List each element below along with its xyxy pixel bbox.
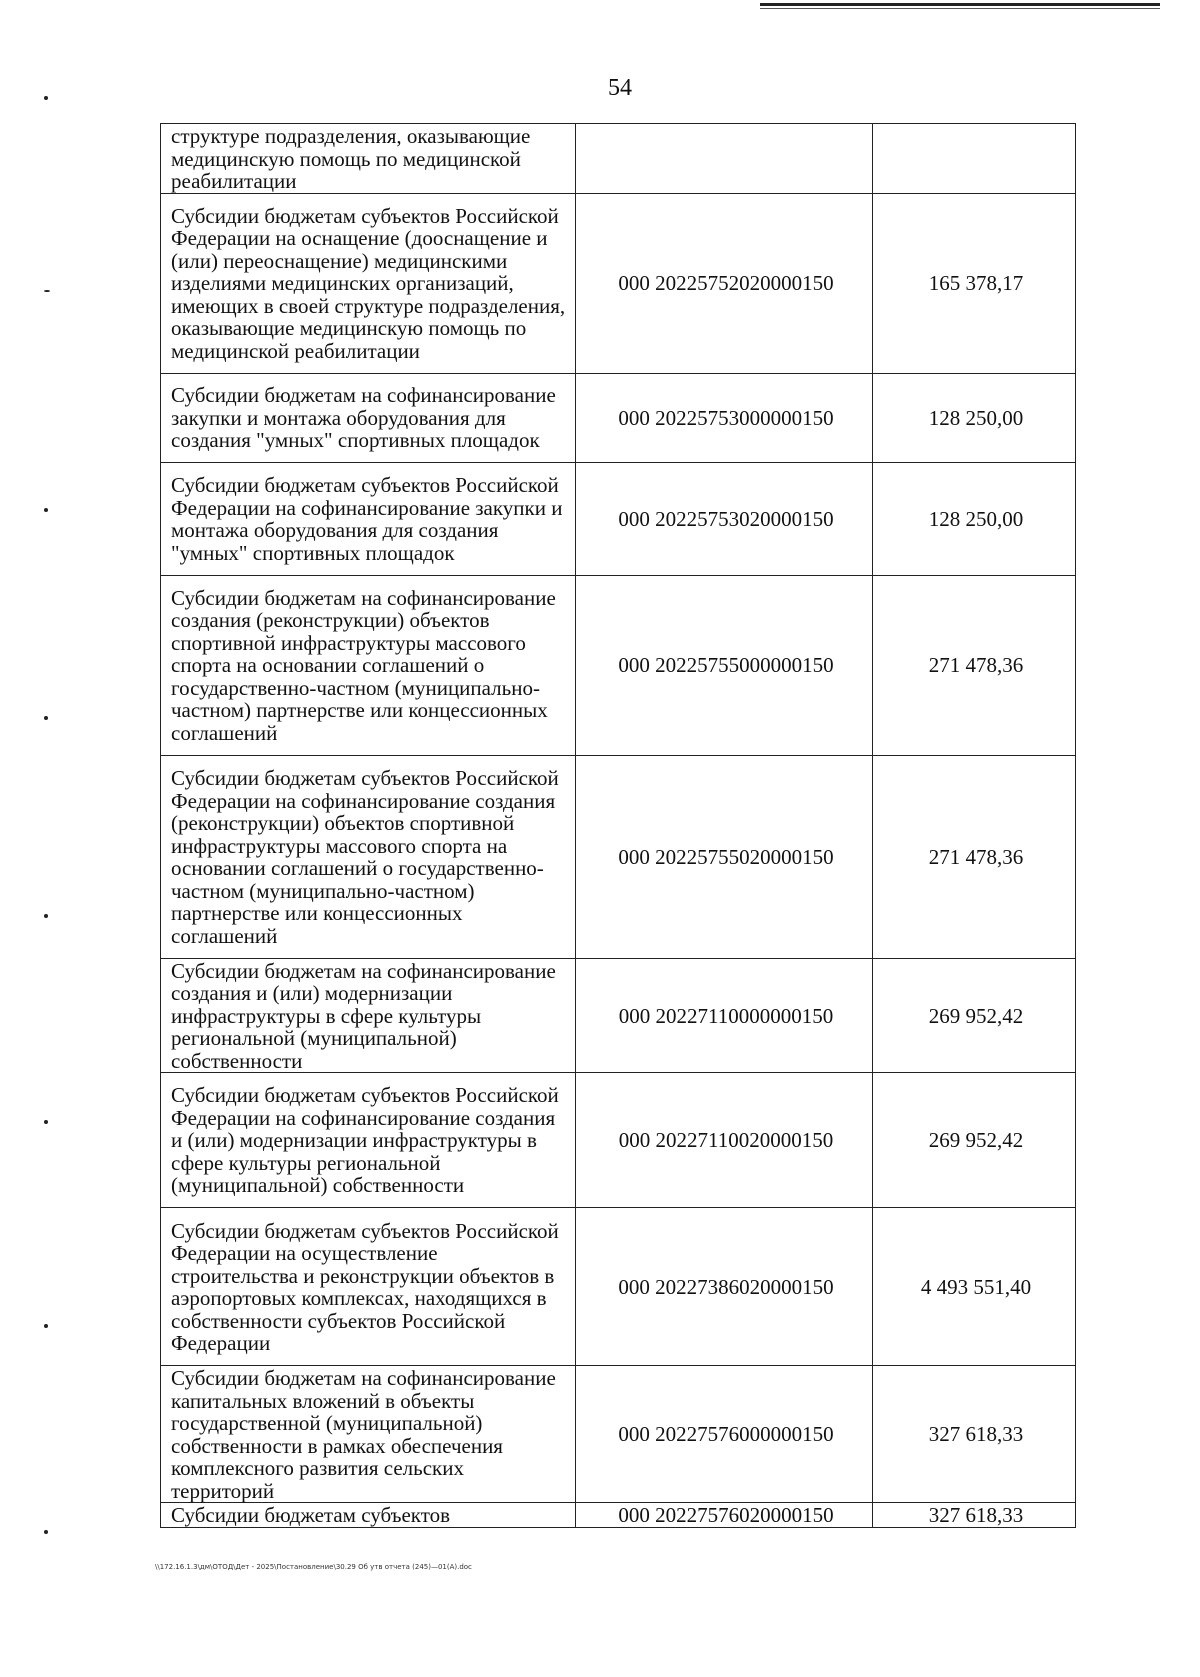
top-rule [760,3,1160,6]
binding-hole-dot [44,1324,48,1328]
table-row [161,958,1076,1073]
row-amount: 327 618,33 [873,1503,1076,1528]
row-name: Субсидии бюджетам субъектов Российской Федерации на софинансирование создания (реконструкции) объектов спортивной инфраструктуры массового спорта на основании соглашений о государственно-частном (муниципально-частном) партнерстве или концессионных соглашений [161,755,576,958]
row-name: Субсидии бюджетам субъектов [161,1503,576,1528]
row-code: 000 20227110000000150 [576,958,873,1073]
footer-file-path: \\172.16.1.3\дм\ОТОД\Дет - 2025\Постановление\30.29 Об утв отчета (245)—01(А).doc [155,1563,472,1571]
table-row [161,1073,1076,1208]
row-amount: 4 493 551,40 [873,1208,1076,1366]
row-name: Субсидии бюджетам на софинансирование закупки и монтажа оборудования для создания "умных" спортивных площадок [161,373,576,462]
binding-hole-dot [44,96,48,100]
binding-hole-dot [44,1120,48,1124]
binding-hole-dot [44,1530,48,1534]
row-amount: 269 952,42 [873,1073,1076,1208]
row-amount: 128 250,00 [873,462,1076,575]
binding-hole-dot [44,290,50,292]
row-code: 000 20225755000000150 [576,575,873,755]
row-name: структуре подразделения, оказывающие медицинскую помощь по медицинской реабилитации [161,124,576,194]
row-name: Субсидии бюджетам на софинансирование создания (реконструкции) объектов спортивной инфраструктуры массового спорта на основании соглашений о государственно-частном (муниципально-частном) партнерстве или концессионных соглашений [161,575,576,755]
row-amount: 327 618,33 [873,1366,1076,1503]
budget-revenue-table [160,123,1076,1528]
row-code: 000 20225753000000150 [576,373,873,462]
row-name: Субсидии бюджетам на софинансирование капитальных вложений в объекты государственной (муниципальной) собственности в рамках обеспечения комплексного развития сельских территорий [161,1366,576,1503]
row-amount: 165 378,17 [873,193,1076,373]
binding-hole-dot [44,914,48,918]
table-row [161,1208,1076,1366]
row-amount: 269 952,42 [873,958,1076,1073]
table-row [161,462,1076,575]
table-row [161,373,1076,462]
table-row [161,1366,1076,1503]
row-code: 000 20225753020000150 [576,462,873,575]
row-amount: 128 250,00 [873,373,1076,462]
top-rule-thin [760,8,1160,9]
row-name: Субсидии бюджетам на софинансирование создания и (или) модернизации инфраструктуры в сфере культуры региональной (муниципальной) собственности [161,958,576,1073]
row-name: Субсидии бюджетам субъектов Российской Федерации на софинансирование закупки и монтажа оборудования для создания "умных" спортивных площадок [161,462,576,575]
binding-hole-dot [44,508,48,512]
row-code: 000 20227576000000150 [576,1366,873,1503]
page-number: 54 [608,75,632,101]
row-code [576,124,873,194]
row-name: Субсидии бюджетам субъектов Российской Федерации на осуществление строительства и реконструкции объектов в аэропортовых комплексах, находящихся в собственности субъектов Российской Федерации [161,1208,576,1366]
table-row [161,193,1076,373]
table-row [161,575,1076,755]
row-code: 000 20227110020000150 [576,1073,873,1208]
table-row [161,124,1076,194]
row-amount [873,124,1076,194]
row-name: Субсидии бюджетам субъектов Российской Федерации на софинансирование создания и (или) модернизации инфраструктуры в сфере культуры региональной (муниципальной) собственности [161,1073,576,1208]
table-row [161,1503,1076,1528]
row-code: 000 20227576020000150 [576,1503,873,1528]
row-code: 000 20225752020000150 [576,193,873,373]
binding-hole-dot [44,716,48,720]
row-amount: 271 478,36 [873,755,1076,958]
table-row [161,755,1076,958]
row-code: 000 20225755020000150 [576,755,873,958]
row-name: Субсидии бюджетам субъектов Российской Федерации на оснащение (дооснащение и (или) переоснащение) медицинскими изделиями медицинских организаций, имеющих в своей структуре подразделения, оказывающие медицинскую помощь по медицинской реабилитации [161,193,576,373]
row-amount: 271 478,36 [873,575,1076,755]
row-code: 000 20227386020000150 [576,1208,873,1366]
